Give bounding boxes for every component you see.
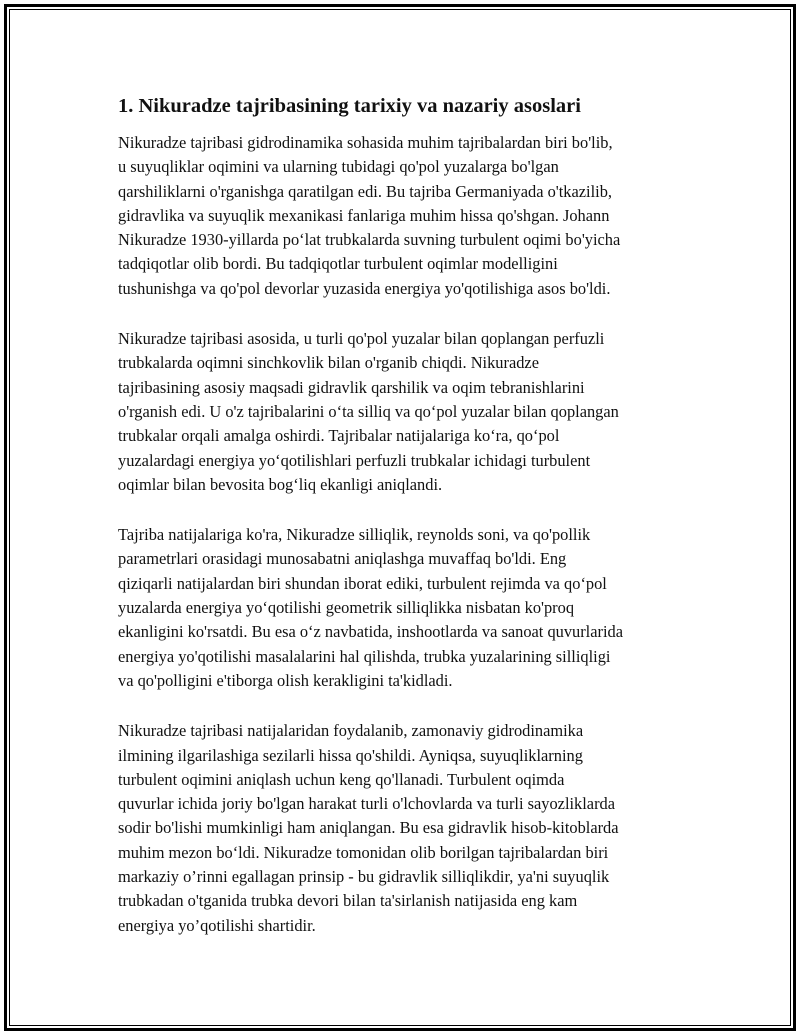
text-line: quvurlar ichida joriy bo'lgan harakat turli o'lchovlarda va turli sayozliklarda bbox=[118, 794, 616, 814]
text-line: qiziqarli natijalardan biri shundan iborat ediki, turbulent rejimda va qo‘pol bbox=[118, 573, 607, 593]
text-line: qarshiliklarni o'rganishga qaratilgan edi. Bu tajriba Germaniyada o'tkazilib, bbox=[118, 181, 612, 201]
paragraph bbox=[118, 131, 693, 301]
text-line: energiya yo'qotilishi masalalarini hal qilishda, trubka yuzalarining silliqligi bbox=[118, 646, 611, 666]
text-line: o'rganish edi. U o'z tajribalarini o‘ta silliq va qo‘pol yuzalar bilan qoplangan bbox=[118, 401, 619, 421]
page-title: 1. Nikuradze tajribasining tarixiy va nazariy asoslari bbox=[118, 95, 581, 117]
text-line: oqimlar bilan bevosita bog‘liq ekanligi aniqlandi. bbox=[118, 474, 443, 494]
text-line: gidravlika va suyuqlik mexanikasi fanlariga muhim hissa qo'shgan. Johann bbox=[118, 205, 610, 225]
text-line: Tajriba natijalariga ko'ra, Nikuradze silliqlik, reynolds soni, va qo'pollik bbox=[118, 525, 591, 545]
text-line: trubkalarda oqimni sinchkovlik bilan o'rganib chiqdi. Nikuradze bbox=[118, 353, 539, 373]
text-line: yuzalarda energiya yo‘qotilishi geometrik silliqlikka nisbatan ko'proq bbox=[118, 598, 575, 618]
document-body bbox=[118, 92, 693, 964]
paragraph-container bbox=[118, 131, 693, 938]
text-line: u suyuqliklar oqimini va ularning tubidagi qo'pol yuzalarga bo'lgan bbox=[118, 157, 559, 177]
paragraph bbox=[118, 523, 693, 693]
text-line: parametrlari orasidagi munosabatni aniqlashga muvaffaq bo'ldi. Eng bbox=[118, 549, 567, 569]
text-line: tadqiqotlar olib bordi. Bu tadqiqotlar turbulent oqimlar modelligini bbox=[118, 254, 558, 274]
text-line: turbulent oqimini aniqlash uchun keng qo'llanadi. Turbulent oqimda bbox=[118, 769, 565, 789]
text-line: markaziy o’rinni egallagan prinsip - bu gidravlik silliqlikdir, ya'ni suyuqlik bbox=[118, 867, 610, 887]
text-line: tajribasining asosiy maqsadi gidravlik qarshilik va oqim tebranishlarini bbox=[118, 377, 585, 397]
text-line: sodir bo'lishi mumkinligi ham aniqlangan. Bu esa gidravlik hisob-kitoblarda bbox=[118, 818, 619, 838]
text-line: ilmining ilgarilashiga sezilarli hissa qo'shildi. Ayniqsa, suyuqliklarning bbox=[118, 745, 583, 765]
paragraph bbox=[118, 327, 693, 497]
paragraph bbox=[118, 719, 693, 938]
text-line: trubkalar orqali amalga oshirdi. Tajribalar natijalariga ko‘ra, qo‘pol bbox=[118, 426, 560, 446]
text-line: va qo'polligini e'tiborga olish kerakligini ta'kidladi. bbox=[118, 670, 453, 690]
text-line: Nikuradze tajribasi natijalaridan foydalanib, zamonaviy gidrodinamika bbox=[118, 721, 584, 741]
text-line: Nikuradze tajribasi gidrodinamika sohasida muhim tajribalardan biri bo'lib, bbox=[118, 133, 613, 152]
text-line: Nikuradze tajribasi asosida, u turli qo'pol yuzalar bilan qoplangan perfuzli bbox=[118, 329, 605, 349]
text-line: yuzalardagi energiya yo‘qotilishlari perfuzli trubkalar ichidagi turbulent bbox=[118, 450, 591, 470]
text-line: tushunishga va qo'pol devorlar yuzasida energiya yo'qotilishiga asos bo'ldi. bbox=[118, 278, 611, 298]
text-line: Nikuradze 1930-yillarda po‘lat trubkalarda suvning turbulent oqimi bo'yicha bbox=[118, 230, 621, 250]
text-line: ekanligini ko'rsatdi. Bu esa o‘z navbatida, inshootlarda va sanoat quvurlarida bbox=[118, 622, 623, 642]
text-line: trubkadan o'tganida trubka devori bilan ta'sirlanish natijasida eng kam bbox=[118, 891, 578, 911]
text-line: energiya yo’qotilishi shartidir. bbox=[118, 915, 316, 935]
text-line: muhim mezon bo‘ldi. Nikuradze tomonidan olib borilgan tajribalardan biri bbox=[118, 842, 609, 862]
